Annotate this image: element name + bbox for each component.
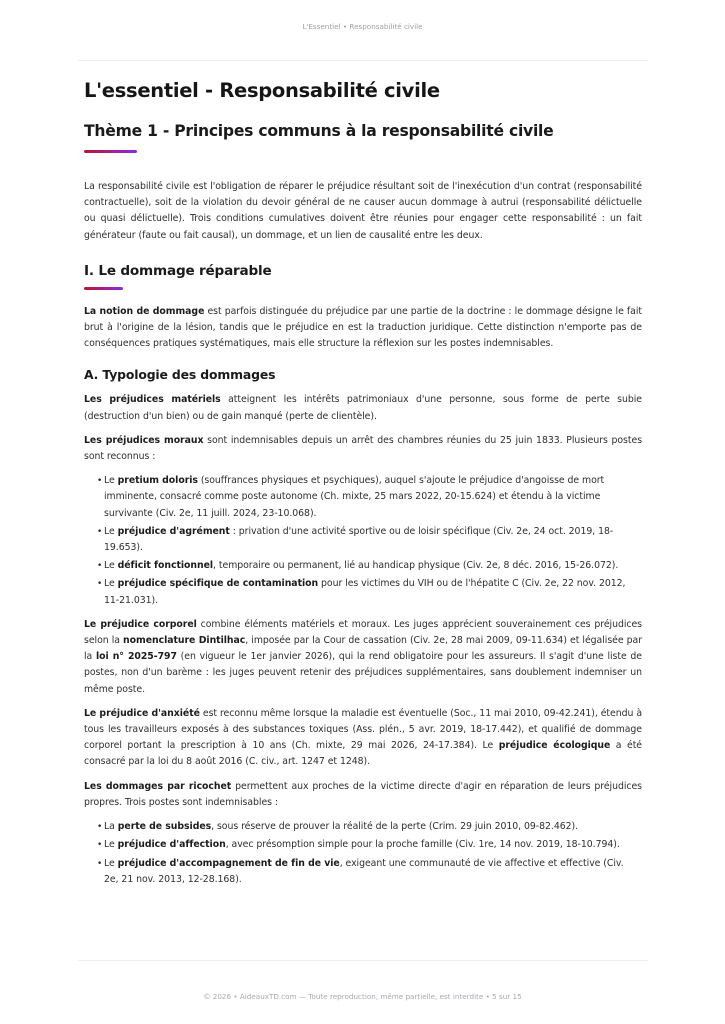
materiels-paragraph [84,392,642,424]
running-footer: © 2026 • AideauxTD.com — Toute reproduction, même partielle, est interdite • 5 sur 15 [203,992,522,1001]
list-item: • Le pretium doloris (souffrances physiques et psychiques), auquel s'ajoute le préjudice d'angoisse de mort imminente, consacré comme poste autonome (Ch. mixte, 25 mars 2022, 20-15.624) et étendu à la victime survivante (Civ. 2e, 11 juill. 2024, 23-10.068). [97,475,605,519]
materiels-term: Les préjudices matériels [84,394,221,406]
section-accent-bar [84,287,123,290]
section-title-dommage-reparable: I. Le dommage réparable [84,262,272,279]
dintilhac-term: nomenclature Dintilhac [123,635,246,647]
notion-text: est parfois distinguée du préjudice par une partie de la doctrine : le dommage désigne le fait brut à l'origine de la lésion, tandis que le préjudice en est la traduction juridique. Cette distinction n'emporte pas de conséquences pratiques systématiques, mais elle structure la réflexion sur les postes indemnisables. [84,305,642,350]
ricochet-term: Les dommages par ricochet [84,780,232,792]
page-title: L'essentiel - Responsabilité civile [84,79,440,102]
anxiete-term: Le préjudice d'anxiété [84,707,200,719]
list-item: • Le préjudice d'agrément : privation d'une activité sportive ou de loisir spécifique (Civ. 2e, 24 oct. 2019, 18-19.653). [97,525,614,554]
moraux-paragraph [84,433,642,465]
notion-term: La notion de dommage [84,305,205,317]
corporel-term: Le préjudice corporel [84,618,197,630]
list-item: • Le préjudice spécifique de contamination pour les victimes du VIH ou de l'hépatite C (Civ. 2e, 22 nov. 2012, 11-21.031). [97,578,626,606]
intro-paragraph: La responsabilité civile est l'obligation de réparer le préjudice résultant soit de l'inexécution d'un contrat (responsabilité contractuelle), soit de la violation du devoir général de ne causer aucun dommage à autrui (responsabilité délictuelle ou quasi délictuelle). Trois conditions cumulatives doivent être réunies pour engager cette responsabilité : un fait générateur (faute ou fait causal), un dommage, et un lien de causalité entre les deux. [84,181,642,241]
theme-accent-bar [84,150,137,153]
ricochet-list [84,819,628,888]
subsection-title-typologie: A. Typologie des dommages [84,367,276,383]
notion-paragraph [84,304,642,353]
list-item: • Le préjudice d'affection, avec présomption simple pour la proche famille (Civ. 1re, 14 nov. 2019, 18-10.794). [97,839,620,851]
running-header: L'Essentiel • Responsabilité civile [302,22,423,31]
materiels-text: atteignent les intérêts patrimoniaux d'une personne, sous forme de perte subie (destruction d'un bien) ou de gain manqué (perte de clientèle). [84,394,642,422]
list-item: • Le déficit fonctionnel, temporaire ou permanent, lié au handicap physique (Civ. 2e, 8 déc. 2016, 15-26.072). [97,560,619,572]
list-item: • La perte de subsides, sous réserve de prouver la réalité de la perte (Crim. 29 juin 2010, 09-82.462). [97,821,579,833]
ricochet-paragraph: Les dommages par ricochet permettent aux proches de la victime directe d'agir en réparation de leurs préjudices propres. Trois postes sont indemnisables : [84,780,642,808]
moraux-list [84,473,628,609]
list-item: • Le préjudice d'accompagnement de fin de vie, exigeant une communauté de vie affective et effective (Civ. 2e, 21 nov. 2013, 12-28.168). [97,857,624,885]
theme-title: Thème 1 - Principes communs à la responsabilité civile [84,122,554,140]
moraux-term: Les préjudices moraux [84,434,204,446]
moraux-text: sont indemnisables depuis un arrêt des chambres réunies du 25 juin 1833. Plusieurs postes sont reconnus : [84,434,643,463]
footer-divider [78,960,648,961]
corporel-paragraph: Le préjudice corporel combine éléments matériels et moraux. Les juges apprécient souverainement ces préjudices selon la nomenclature Dintilhac, imposée par la Cour de cassation (Civ. 2e, 28 mai 2009, 09-11.634) et légalisée par la loi n° 2025-797 (en vigueur le 1er janvier 2026), qui la rend obligatoire pour les assureurs. Il s'agit d'une liste de postes, non d'un barème : les juges peuvent retenir des préjudices supplémentaires, sans doublement indemniser un même poste. [84,618,642,695]
ecologique-term: préjudice écologique [498,740,611,752]
header-divider [78,60,648,61]
anxiete-paragraph: Le préjudice d'anxiété est reconnu même lorsque la maladie est éventuelle (Soc., 11 mai 2010, 09-42.241), étendu à tous les travailleurs exposés à des substances toxiques (Ass. plén., 5 avr. 2019, 18-17.442), et qualifié de dommage corporel portant la prescription à 10 ans (Ch. mixte, 29 mai 2026, 24-17.384). Le préjudice écologique a été consacré par la loi du 8 août 2016 (C. civ., art. 1247 et 1248). [84,707,643,768]
page-content [84,78,642,890]
loi-term: loi n° 2025-797 [95,651,177,663]
